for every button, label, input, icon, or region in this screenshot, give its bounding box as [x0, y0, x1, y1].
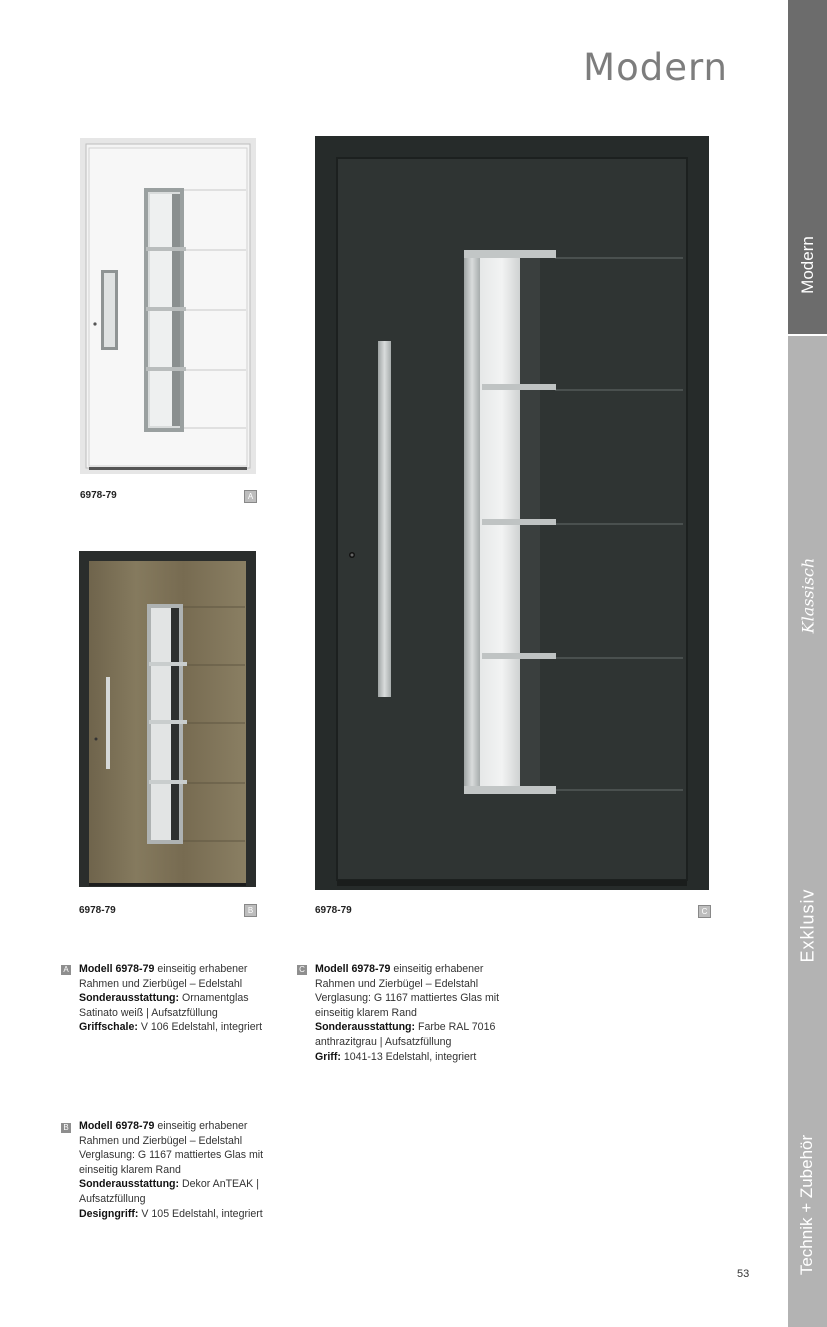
description-c — [315, 962, 505, 1064]
desc-c-model-label: Modell 6978-79 — [315, 963, 391, 975]
tab-technik-label: Technik + Zubehör — [797, 1134, 817, 1276]
desc-a-badge: A — [61, 965, 71, 975]
desc-c-glazing: Verglasung: G 1167 mattiertes Glas mit einseitig klarem Rand — [315, 992, 500, 1019]
desc-a-handle-label: Griffschale: — [79, 1021, 138, 1034]
page-title: Modern — [583, 46, 728, 89]
desc-b-model-text: einseitig erhabener Rahmen und Zierbügel – Edelstahl — [79, 1120, 248, 1147]
desc-a-special-text: Ornamentglas Satinato weiß | Aufsatzfüllung — [79, 992, 249, 1019]
door-a-caption: 6978-79 — [80, 490, 117, 501]
desc-b-glazing: Verglasung: G 1167 mattiertes Glas mit einseitig klarem Rand — [79, 1149, 264, 1176]
tab-klassisch[interactable] — [788, 555, 827, 635]
tab-technik-zubehoer[interactable] — [788, 1125, 827, 1285]
desc-c-badge: C — [297, 965, 307, 975]
page-number: 53 — [737, 1268, 750, 1280]
desc-b-handle-text: V 105 Edelstahl, integriert — [138, 1207, 263, 1220]
tab-exklusiv[interactable] — [788, 880, 827, 970]
desc-c-handle-text: 1041-13 Edelstahl, integriert — [340, 1050, 477, 1063]
desc-a-model-text: einseitig erhabener Rahmen und Zierbügel – Edelstahl — [79, 963, 248, 990]
desc-c-special-text: Farbe RAL 7016 anthrazitgrau | Aufsatzfüllung — [315, 1021, 496, 1048]
desc-b-special-text: Dekor AnTEAK | Aufsatzfüllung — [79, 1178, 259, 1205]
tab-klassisch-label: Klassisch — [798, 557, 817, 633]
door-c-badge: C — [698, 905, 711, 918]
desc-a-model-label: Modell 6978-79 — [79, 963, 155, 975]
desc-a-special-label: Sonderausstattung: — [79, 992, 180, 1005]
tab-exklusiv-label: Exklusiv — [797, 887, 818, 963]
door-image-a — [80, 138, 256, 474]
tab-modern-label: Modern — [797, 236, 817, 294]
desc-b-handle-label: Designgriff: — [79, 1207, 139, 1220]
desc-b-badge: B — [61, 1123, 71, 1133]
description-a — [79, 962, 269, 1035]
door-b-badge: B — [244, 904, 257, 917]
door-image-c — [315, 136, 709, 890]
door-a-badge: A — [244, 490, 257, 503]
desc-a-handle-text: V 106 Edelstahl, integriert — [137, 1021, 263, 1034]
door-c-caption: 6978-79 — [315, 905, 352, 916]
description-b — [79, 1119, 269, 1221]
desc-b-special-label: Sonderausstattung: — [79, 1178, 180, 1191]
tab-modern[interactable] — [788, 230, 827, 300]
desc-c-handle-label: Griff: — [315, 1050, 341, 1063]
door-image-b — [79, 551, 256, 887]
section-tab-bar — [788, 0, 827, 1327]
desc-c-special-label: Sonderausstattung: — [315, 1021, 416, 1034]
desc-b-model-label: Modell 6978-79 — [79, 1120, 155, 1132]
desc-c-model-text: einseitig erhabener Rahmen und Zierbügel – Edelstahl — [315, 963, 484, 990]
door-b-caption: 6978-79 — [79, 905, 116, 916]
